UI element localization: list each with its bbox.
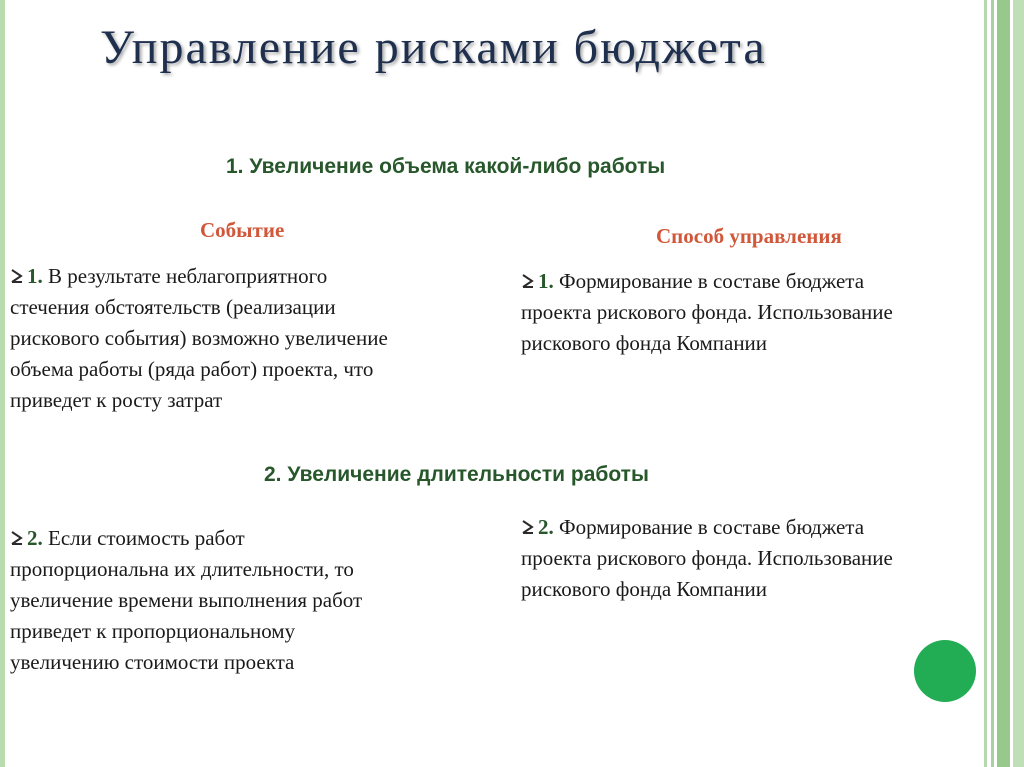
line <box>521 512 991 543</box>
item-number: 2. <box>538 515 554 539</box>
left-border <box>0 0 5 767</box>
text-line: рискового фонда Компании <box>521 331 768 355</box>
arrow-bullet-icon <box>521 273 535 289</box>
section-1-event-item <box>10 261 490 416</box>
right-decorative-stripes <box>978 0 1024 767</box>
text-line: увеличение времени выполнения работ <box>10 588 363 612</box>
arrow-bullet-icon <box>10 268 24 284</box>
arrow-bullet-icon <box>521 519 535 535</box>
item-number: 1. <box>538 269 554 293</box>
line <box>521 266 991 297</box>
text-line: проекта рискового фонда. Использование <box>521 546 893 570</box>
text-line: увеличению стоимости проекта <box>10 650 295 674</box>
text-line: проекта рискового фонда. Использование <box>521 300 893 324</box>
text-line: приведет к росту затрат <box>10 388 223 412</box>
text-line: приведет к пропорциональному <box>10 619 296 643</box>
text-line: Формирование в составе бюджета <box>553 515 865 539</box>
section-2-event-item <box>10 523 490 678</box>
line <box>10 523 490 554</box>
text-line: объема работы (ряда работ) проекта, что <box>10 357 374 381</box>
section-2-heading: 2. Увеличение длительности работы <box>264 463 649 486</box>
green-circle <box>914 640 976 702</box>
line <box>10 261 490 292</box>
text-line: В результате неблагоприятного <box>42 264 328 288</box>
section-1-management-item <box>521 266 991 359</box>
event-column-heading: Событие <box>200 218 285 242</box>
text-line: рискового события) возможно увеличение <box>10 326 388 350</box>
text-line: Если стоимость работ <box>42 526 245 550</box>
item-number: 2. <box>27 526 43 550</box>
text-line: рискового фонда Компании <box>521 577 768 601</box>
text-line: Формирование в составе бюджета <box>553 269 865 293</box>
text-line: стечения обстоятельств (реализации <box>10 295 336 319</box>
item-number: 1. <box>27 264 43 288</box>
section-1-heading: 1. Увеличение объема какой-либо работы <box>226 155 666 178</box>
slide-title: Управление рисками бюджета <box>100 21 767 74</box>
text-line: пропорциональна их длительности, то <box>10 557 354 581</box>
management-column-heading: Способ управления <box>656 224 842 248</box>
arrow-bullet-icon <box>10 530 24 546</box>
section-2-management-item <box>521 512 991 605</box>
